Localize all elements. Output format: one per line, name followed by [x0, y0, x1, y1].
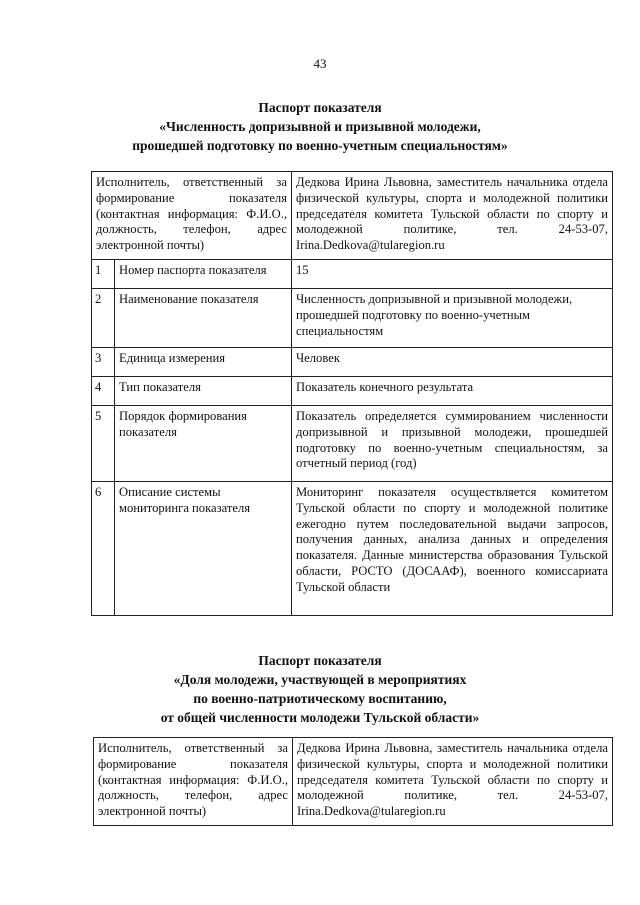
- table-row: [92, 482, 613, 616]
- executor-label: Исполнитель, ответственный за формирование показателя (контактная информация: Ф.И.О., должность, телефон, адрес электронной почты): [94, 738, 293, 826]
- passport1-title-line: прошедшей подготовку по военно-учетным специальностям»: [132, 138, 508, 153]
- table-row: [92, 260, 613, 289]
- table-row: [94, 738, 613, 826]
- passport1-title-line: «Численность допризывной и призывной молодежи,: [159, 119, 481, 134]
- passport2-title-line: «Доля молодежи, участвующей в мероприятиях: [173, 672, 467, 687]
- table-row: [92, 348, 613, 377]
- passport2-title-line: Паспорт показателя: [258, 653, 382, 668]
- row-label: Тип показателя: [115, 377, 292, 406]
- row-value: 15: [292, 260, 613, 289]
- table-row: [92, 172, 613, 260]
- row-value: Показатель определяется суммированием численности допризывной и призывной молодежи, прошедшей подготовку по военно-учетным специальностям, за отчетный период (год): [292, 406, 613, 482]
- table-row: [92, 289, 613, 348]
- row-value: Численность допризывной и призывной молодежи, прошедшей подготовку по военно-учетным специальностям: [292, 289, 613, 348]
- table-row: [92, 406, 613, 482]
- executor-value: Дедкова Ирина Львовна, заместитель начальника отдела физической культуры, спорта и молодежной политики председателя комитета Тульской области по спорту и молодежной политике, тел. 24-53-07, Irina.Dedkova@tularegion.ru: [292, 172, 613, 260]
- row-number: 1: [92, 260, 115, 289]
- executor-label: Исполнитель, ответственный за формирование показателя (контактная информация: Ф.И.О., должность, телефон, адрес электронной почты): [92, 172, 292, 260]
- page-number: 43: [313, 56, 327, 71]
- table-row: [92, 377, 613, 406]
- row-number: 4: [92, 377, 115, 406]
- passport2-title-line: по военно-патриотическому воспитанию,: [193, 691, 447, 706]
- row-number: 2: [92, 289, 115, 348]
- row-value: Мониторинг показателя осуществляется комитетом Тульской области по спорту и молодежной политике ежегодно путем последовательной выдачи запросов, получения данных, анализа данных и определения показателя. Данные министерства образования Тульской области, РОСТО (ДОСААФ), военного комиссариата Тульской области: [292, 482, 613, 616]
- row-number: 3: [92, 348, 115, 377]
- row-label: Наименование показателя: [115, 289, 292, 348]
- row-label: Описание системы мониторинга показателя: [115, 482, 292, 616]
- passport1-title: [60, 98, 580, 155]
- row-value: Показатель конечного результата: [292, 377, 613, 406]
- passport1-table: [91, 171, 613, 616]
- passport2-title-line: от общей численности молодежи Тульской области»: [160, 710, 480, 725]
- row-number: 5: [92, 406, 115, 482]
- passport1-title-line: Паспорт показателя: [258, 100, 382, 115]
- row-label: Порядок формирования показателя: [115, 406, 292, 482]
- row-label: Единица измерения: [115, 348, 292, 377]
- executor-value: Дедкова Ирина Львовна, заместитель начальника отдела физической культуры, спорта и молодежной политики председателя комитета Тульской области по спорту и молодежной политике, тел. 24-53-07, Irina.Dedkova@tularegion.ru: [293, 738, 613, 826]
- row-value: Человек: [292, 348, 613, 377]
- passport2-table: [93, 737, 613, 826]
- row-number: 6: [92, 482, 115, 616]
- passport2-title: [60, 651, 580, 727]
- row-label: Номер паспорта показателя: [115, 260, 292, 289]
